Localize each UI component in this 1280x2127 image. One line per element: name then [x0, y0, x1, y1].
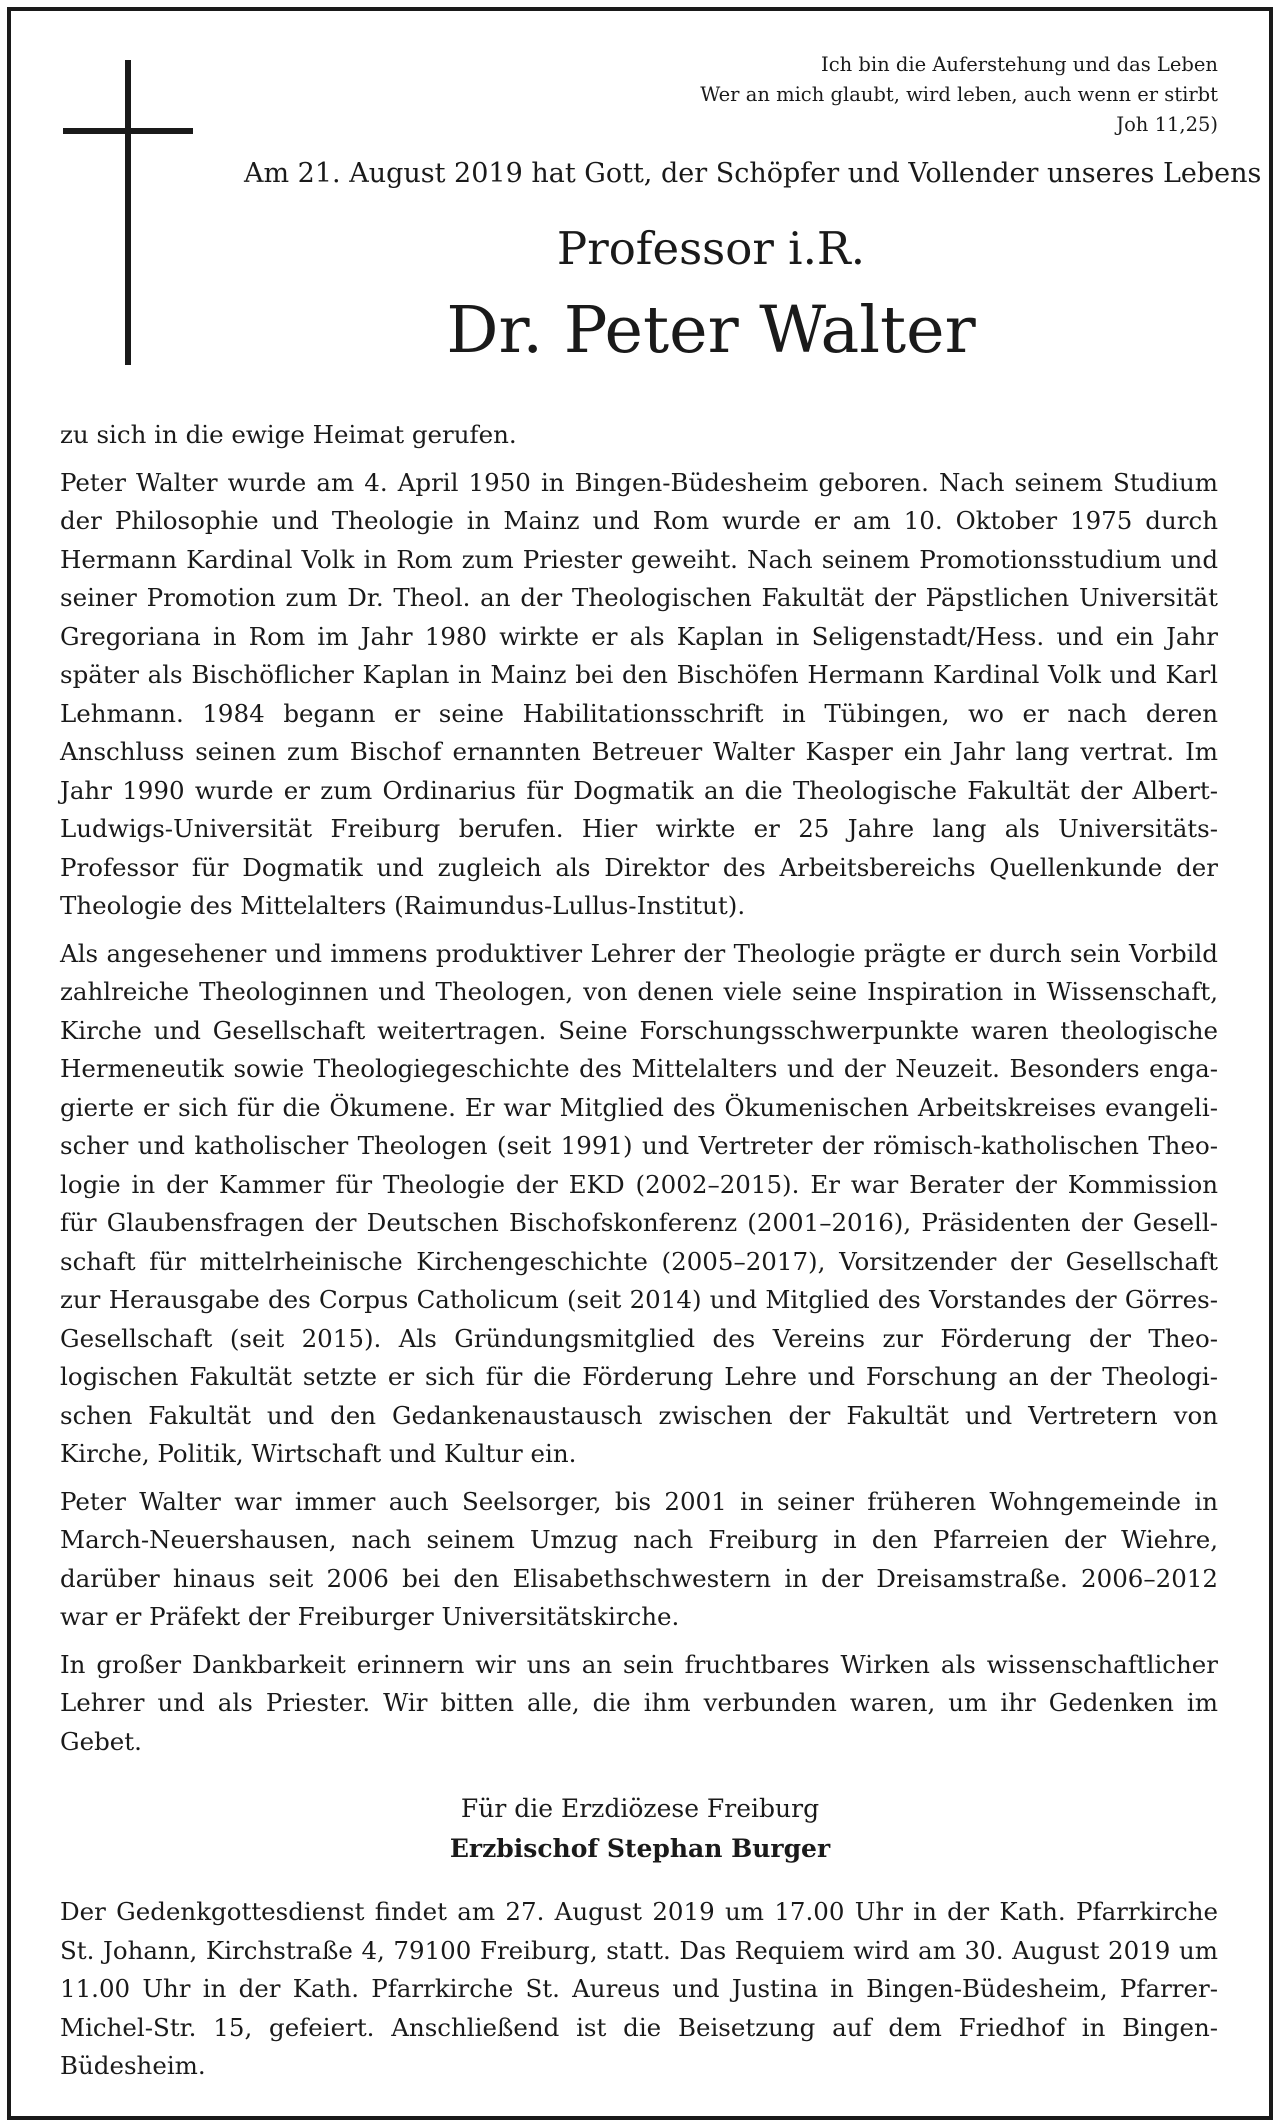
service-notice: Der Gedenkgottesdienst findet am 27. August 2019 um 17.00 Uhr in der Kath. Pfarrkirche St. Johann, Kirchstraße 4, 79100 Freiburg, statt. Das Requiem wird am 30. August 2019 um 11.00 Uhr in der Kath. Pfarrkirche St. Aureus und Justina in Bingen-Büdesheim, Pfarrer-Michel-Str. 15, gefeiert. Anschließend ist die Beisetzung auf dem Friedhof in Bingen-Büdesheim.	[60, 1897, 1218, 2080]
signature-on-behalf: Für die Erzdiözese Freiburg	[460, 1794, 820, 1823]
cross-horizontal-bar	[63, 128, 193, 134]
paragraph-pastoral-work: Peter Walter war immer auch Seelsorger, bis 2001 in seiner früheren Wohngemeinde in March-Neuershausen, nach seinem Umzug nach Freiburg in den Pfarreien der Wiehre, darüber hinaus seit 2006 bei den Elisabethschwestern in der Dreisamstraße. 2006–2012 war er Präfekt der Freiburger Universitätskirche.	[60, 1486, 1218, 1631]
paragraph-biography: Peter Walter wurde am 4. April 1950 in Bingen-Büdesheim geboren. Nach seinem Studium der Philosophie und Theologie in Mainz und Rom wurde er am 10. Oktober 1975 durch Hermann Kardinal Volk in Rom zum Priester geweiht. Nach seinem Promotionsstudium und seiner Promotion zum Dr. Theol. an der Theologischen Fakultät der Päpstlichen Universität Gregoriana in Rom im Jahr 1980 wirkte er als Kaplan in Seligenstadt/Hess. und ein Jahr später als Bischöflicher Kaplan in Mainz bei den Bischöfen Hermann Kardinal Volk und Karl Lehmann. 1984 begann er seine Habilitationsschrift in Tübingen, wo er nach deren Anschluss seinen zum Bischof ernannten Betreuer Walter Kasper ein Jahr lang vertrat. Im Jahr 1990 wurde er zum Ordinarius für Dogmatik an die Theologische Fakultät der Albert-Ludwigs-Universität Freiburg berufen. Hier wirkte er 25 Jahre lang als Universitäts-Professor für Dogmatik und zugleich als Direktor des Arbeitsbereichs Quellenkunde der Theologie des Mittelalters (Raimundus-Lullus-Institut).	[60, 467, 1218, 920]
academic-title: Professor i.R.	[556, 222, 866, 275]
signature-signer: Erzbischof Stephan Burger	[449, 1834, 831, 1863]
paragraph-gratitude: In großer Dankbarkeit erinnern wir uns an sein fruchtbares Wirken als wissenschaftlicher Lehrer und als Priester. Wir bitten alle, die ihm verbunden waren, um ihr Gedenken im Gebet.	[60, 1649, 1218, 1756]
paragraph-called-home: zu sich in die ewige Heimat gerufen.	[60, 420, 517, 449]
quote-line-1: Ich bin die Auferstehung und das Leben	[821, 53, 1218, 76]
obituary-body	[60, 416, 1218, 1770]
intro-line: Am 21. August 2019 hat Gott, der Schöpfer und Vollender unseres Lebens	[244, 158, 1262, 189]
quote-line-2: Wer an mich glaubt, wird leben, auch wenn er stirbt	[700, 83, 1218, 106]
signature-block	[0, 1789, 1280, 1869]
quote-reference: Joh 11,25)	[1116, 113, 1218, 136]
bible-quote	[700, 50, 1218, 140]
deceased-name: Dr. Peter Walter	[446, 293, 976, 368]
paragraph-academic-work: Als angesehener und immens produktiver Lehrer der Theologie prägte er durch sein Vorbild zahlreiche Theologinnen und Theologen, von denen viele seine Inspiration in Wissenschaft, Kirche und Gesellschaft weitertragen. Seine Forschungsschwerpunkte waren theologische Hermeneutik sowie Theologiegeschichte des Mittelalters und der Neuzeit. Besonders engagierte er sich für die Ökumene. Er war Mitglied des Ökumenischen Arbeitskreises evangelischer und katholischer Theologen (seit 1991) und Vertreter der römisch-katholischen Theologie in der Kammer für Theologie der EKD (2002–2015). Er war Berater der Kommission für Glaubensfragen der Deutschen Bischofskonferenz (2001–2016), Präsidenten der Gesellschaft für mittelrheinische Kirchengeschichte (2005–2017), Vorsitzender der Gesellschaft zur Herausgabe des Corpus Catholicum (seit 2014) und Mitglied des Vorstandes der Görres-Gesellschaft (seit 2015). Als Gründungsmitglied des Vereins zur Förderung der Theologischen Fakultät setzte er sich für die Förderung Lehre und Forschung an der Theologischen Fakultät und den Gedankenaustausch zwischen der Fakultät und Vertretern von Kirche, Politik, Wirtschaft und Kultur ein.	[60, 938, 1218, 1468]
